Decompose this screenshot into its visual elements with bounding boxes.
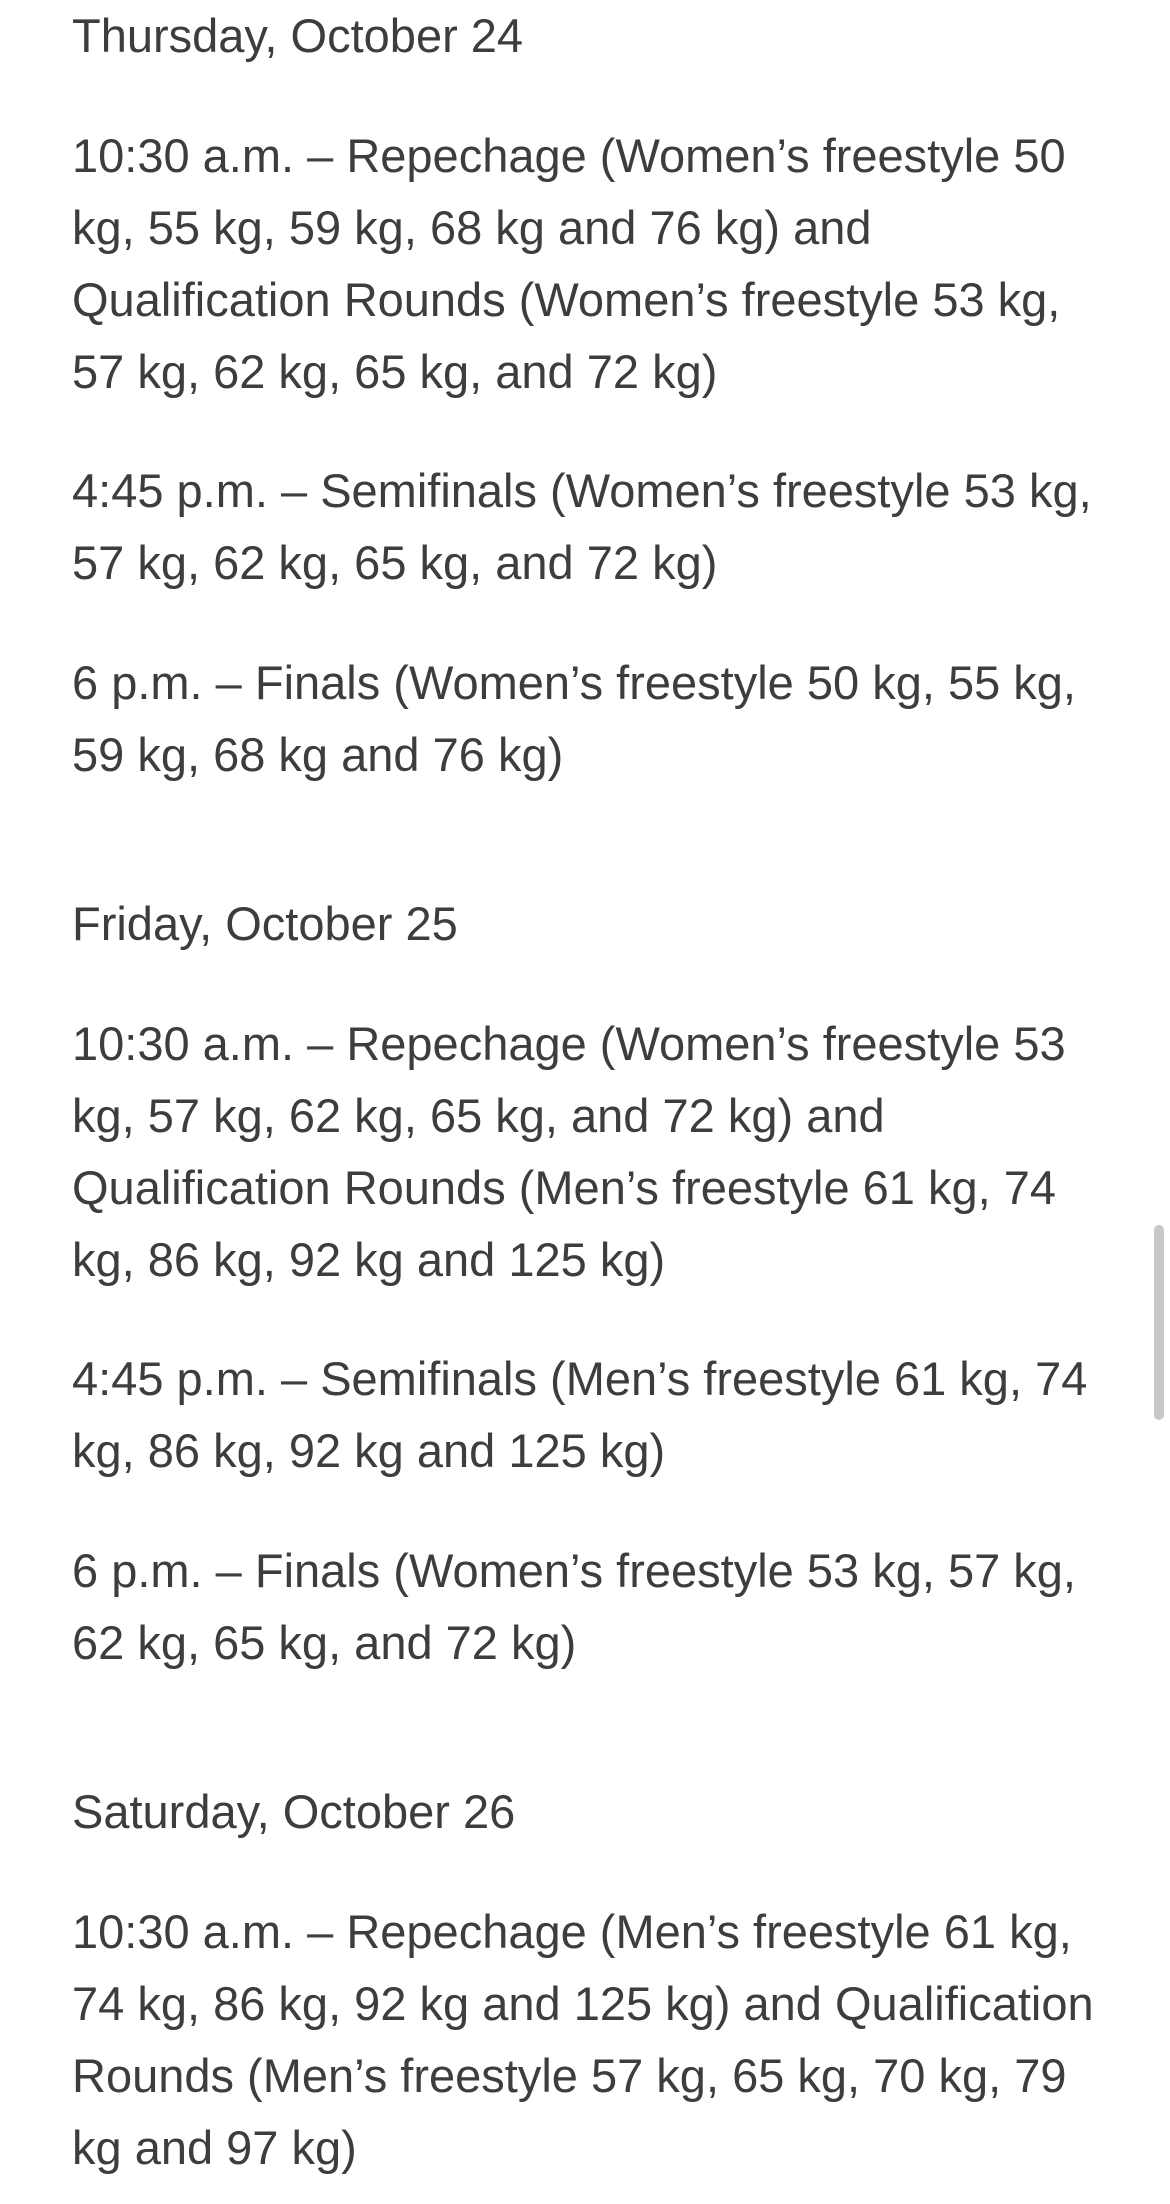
schedule-event: 10:30 a.m. – Repechage (Women’s freestyle 53 kg, 57 kg, 62 kg, 65 kg, and 72 kg) and Qualification Rounds (Men’s freestyle 61 kg, 74 kg, 86 kg, 92 kg and 125 kg) [72,1017,1066,1286]
schedule-event: 10:30 a.m. – Repechage (Women’s freestyle 50 kg, 55 kg, 59 kg, 68 kg and 76 kg) and Qualification Rounds (Women’s freestyle 53 kg, 57 kg, 62 kg, 65 kg, and 72 kg) [72,129,1066,398]
schedule-event: 6 p.m. – Finals (Women’s freestyle 50 kg, 55 kg, 59 kg, 68 kg and 76 kg) [72,656,1076,781]
day-heading: Thursday, October 24 [72,9,524,62]
schedule-event: 4:45 p.m. – Semifinals (Women’s freestyle 53 kg, 57 kg, 62 kg, 65 kg, and 72 kg) [72,464,1092,589]
schedule-event: 10:30 a.m. – Repechage (Men’s freestyle 61 kg, 74 kg, 86 kg, 92 kg and 125 kg) and Qualification Rounds (Men’s freestyle 57 kg, 65 kg, 70 kg, 79 kg and 97 kg) [72,1905,1094,2174]
schedule-event: 6 p.m. – Finals (Women’s freestyle 53 kg, 57 kg, 62 kg, 65 kg, and 72 kg) [72,1544,1076,1669]
vertical-scrollbar-thumb[interactable] [1154,1225,1164,1420]
schedule-event: 4:45 p.m. – Semifinals (Men’s freestyle 61 kg, 74 kg, 86 kg, 92 kg and 125 kg) [72,1352,1088,1477]
day-heading: Friday, October 25 [72,897,458,950]
day-heading: Saturday, October 26 [72,1785,516,1838]
